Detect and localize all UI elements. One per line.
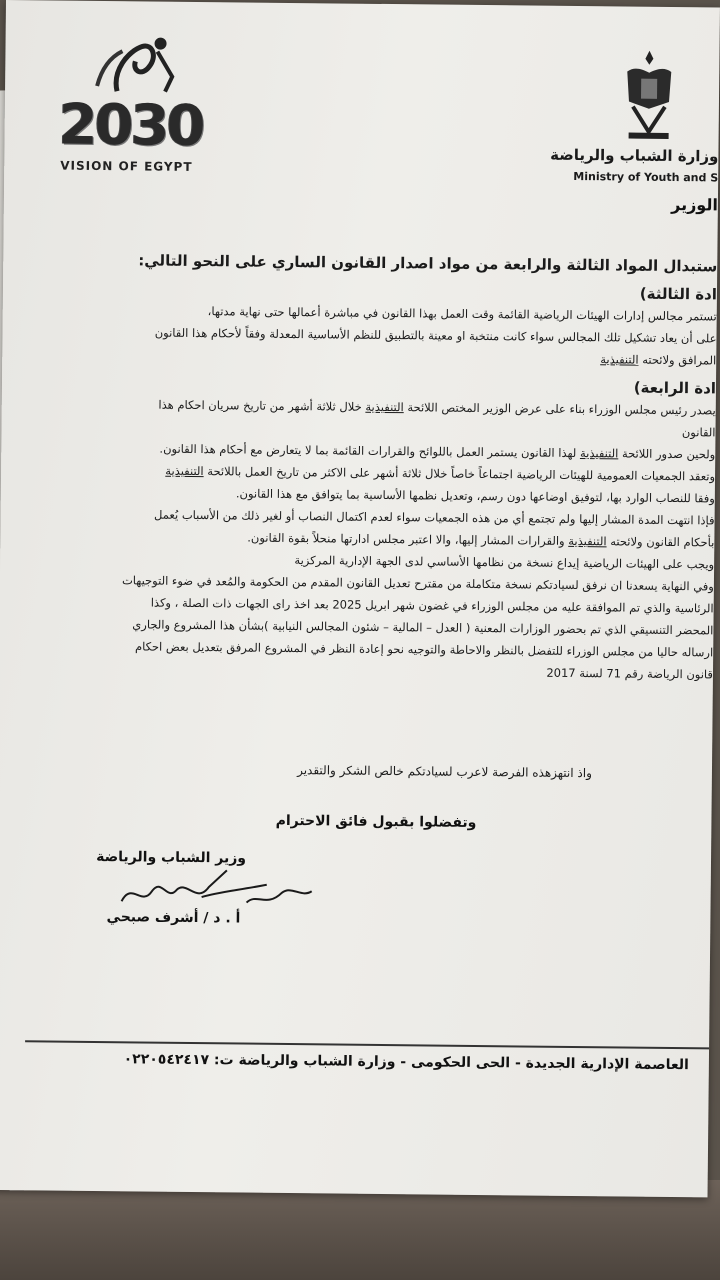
text-span: لهذا القانون يستمر العمل باللوائح والقرارات القائمة بما لا يتعارض مع أحكام هذا القانون.	[159, 441, 581, 461]
footer-address: العاصمة الإدارية الجديدة - الحى الحكومى - وزارة الشباب والرياضة ت: ٠٢٢٠٥٤٢٤١٧	[123, 1051, 689, 1074]
underlined-term: التنفيذية	[568, 533, 607, 549]
underlined-term: التنفيذية	[600, 352, 639, 367]
text-span: ولحين صدور اللائحة	[618, 446, 716, 462]
vision-figure-icon	[57, 31, 218, 103]
article-four-paragraph: الرئاسية والذي تم الموافقة عليه من مجلس الوزراء في غضون شهر ابريل 2025 بعد اخذ راى الجهات ذات الصلة ، وكذا	[150, 595, 714, 616]
closing-line: واذ انتهزهذه الفرصة لاعرب لسيادتكم خالص الشكر والتقدير	[297, 763, 593, 781]
ministry-name-arabic: وزارة الشباب والرياضة	[550, 145, 719, 166]
underlined-term: التنفيذية	[579, 446, 619, 461]
article-four-paragraph: وفي النهاية يسعدنا ان نرفق لسيادتكم نسخة متكاملة من مقترح تعديل القانون المقدم من الحكومة والمُعد في ضوء التوجيهات	[121, 573, 714, 594]
regards-line: وتفضلوا بقبول فائق الاحترام	[275, 812, 477, 831]
footer-divider	[25, 1040, 709, 1049]
minister-label: الوزير	[671, 194, 718, 215]
vision-2030-logo	[56, 31, 218, 183]
ministry-name-english: Ministry of Youth and S	[573, 169, 719, 185]
signature-title: وزير الشباب والرياضة	[96, 848, 247, 867]
article-four-paragraph: القانون	[681, 425, 716, 440]
article-four-paragraph: ارساله حاليا من مجلس الوزراء للتفضل بالنظر والاحاطة والتوجيه نحو إعادة النظر في المشروع المرفق بتعديل بعض احكام	[134, 639, 714, 660]
article-three-paragraph: تستمر مجالس إدارات الهيئات الرياضية القائمة وقت العمل بهذا القانون في مباشرة أعمالها حتى نهاية مدتها،	[207, 304, 717, 324]
underlined-term: التنفيذية	[165, 463, 204, 479]
letter-heading: ستبدال المواد الثالثة والرابعة من مواد اصدار القانون الساري على النحو التالي:	[138, 251, 718, 276]
signatory-name: أ . د / أشرف صبحي	[106, 909, 241, 927]
text-span: وتعقد الجمعيات العمومية للهيئات الرياضية اجتماعاً خاصاً خلال ثلاثة أشهر على الاكثر من تاريخ العمل باللائحة	[203, 464, 716, 484]
vision-logo-number: 2030	[58, 92, 203, 160]
article-four-title: ادة الرابعة)	[633, 378, 717, 398]
text-span: بأحكام القانون ولائحته	[606, 534, 715, 550]
vision-logo-caption: VISION OF EGYPT	[60, 158, 193, 174]
letter-body	[77, 251, 717, 686]
article-four-paragraph: وفقا للنصاب الوارد بها، لتوفيق اوضاعها دون رسم، وتعديل نظمها الأساسية بما يتوافق مع هذا القانون.	[235, 486, 715, 506]
text-span: المرافق ولائحته	[638, 352, 717, 368]
article-three-title: ادة الثالثة)	[639, 284, 718, 304]
text-span: يصدر رئيس مجلس الوزراء بناء على عرض الوزير المختص اللائحة	[403, 400, 716, 418]
article-four-paragraph: فإذا انتهت المدة المشار إليها ولم تجتمع أي من هذه الجمعيات سواء لعدم اكتمال النصاب أو لغير ذلك من الأسباب يُعمل	[154, 507, 715, 528]
article-four-paragraph: المحضر التنسيقي الذي تم بحضور الوزارات المعنية ( العدل – المالية – شئون المجالس النيابية )بشأن هذا المشروع والجاري	[132, 617, 714, 638]
underlined-term: التنفيذية	[365, 399, 404, 415]
text-span: والقرارات المشار إليها، والا اعتبر مجلس ادارتها منحلاً بقوة القانون.	[247, 530, 569, 548]
text-span: خلال ثلاثة أشهر من تاريخ سريان احكام هذا	[158, 397, 366, 414]
article-four-paragraph: ويجب على الهيئات الرياضية إيداع نسخة من نظامها الأساسي لدى الجهة الإدارية المركزية	[294, 553, 715, 572]
article-three-paragraph: على أن يعاد تشكيل تلك المجالس سواء كانت منتخبة او معينة بالتطبيق للنظم الأساسية المعدلة وفقاً لأحكام هذا القانون	[154, 325, 717, 346]
article-four-paragraph: قانون الرياضة رقم 71 لسنة 2017	[546, 665, 714, 682]
eagle-emblem-icon	[619, 46, 680, 142]
ministry-emblem	[550, 46, 720, 238]
